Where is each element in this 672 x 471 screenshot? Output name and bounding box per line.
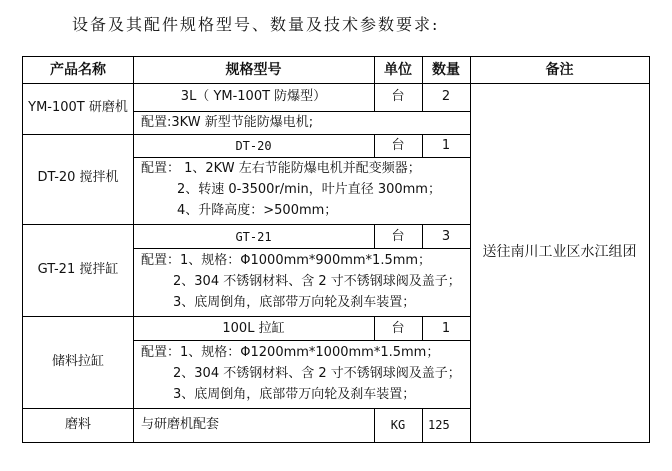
row1-product-name: YM-100T 研磨机 xyxy=(28,100,128,115)
header-qty: 数量 xyxy=(432,62,460,78)
header-divider xyxy=(23,83,649,84)
row3-product-name: GT-21 搅拌缸 xyxy=(37,262,119,277)
row4-spec-divider xyxy=(133,340,470,341)
row3-config-line: 3、底周倒角，底部带万向轮及刹车装置； xyxy=(173,295,416,310)
row4-config-line: 2、304 不锈钢材料、含 2 寸不锈钢球阀及盖子； xyxy=(173,366,461,381)
row2-product-name: DT-20 搅拌机 xyxy=(37,170,119,185)
row4-unit: 台 xyxy=(391,321,405,336)
row2-spec: DT-20 xyxy=(235,139,272,153)
row4-qty: 1 xyxy=(441,321,451,336)
row2-bottom-divider xyxy=(23,224,470,225)
row1-config-line: 配置:3KW 新型节能防爆电机; xyxy=(141,115,314,130)
row4-config-line: 配置：1、规格：Φ1200mm*1000mm*1.5mm； xyxy=(141,345,440,360)
row1-spec-divider xyxy=(133,111,470,112)
row5-spec: 与研磨机配套 xyxy=(141,417,220,432)
header-product: 产品名称 xyxy=(50,62,106,78)
row3-spec: GT-21 xyxy=(235,230,272,244)
header-note: 备注 xyxy=(545,62,574,78)
row3-config-line: 2、304 不锈钢材料、含 2 寸不锈钢球阀及盖子； xyxy=(173,274,461,289)
row5-product-name: 磨料 xyxy=(64,417,91,432)
row5-unit: KG xyxy=(390,418,406,432)
row2-config-line: 配置： 1、2KW 左右节能防爆电机并配变频器； xyxy=(141,161,421,176)
note-delivery: 送往南川工业区水江组团 xyxy=(482,244,637,260)
row1-unit: 台 xyxy=(391,89,405,104)
row3-unit: 台 xyxy=(391,229,405,244)
row4-spec: 100L 拉缸 xyxy=(222,321,285,336)
row2-config-line: 2、转速 0-3500r/min，叶片直径 300mm； xyxy=(177,182,441,197)
document-heading: 设备及其配件规格型号、数量及技术参数要求: xyxy=(72,15,440,34)
row1-qty: 2 xyxy=(441,89,451,104)
row3-qty: 3 xyxy=(441,229,451,244)
spec-table xyxy=(22,56,650,443)
header-unit: 单位 xyxy=(384,62,412,78)
row5-qty: 125 xyxy=(428,418,450,432)
row2-config-line: 4、升降高度：>500mm； xyxy=(177,203,338,218)
row1-spec: 3L（ YM-100T 防爆型） xyxy=(180,89,327,104)
header-spec: 规格型号 xyxy=(225,62,282,78)
row3-config-line: 配置：1、规格：Φ1000mm*900mm*1.5mm； xyxy=(141,253,432,268)
row3-spec-divider xyxy=(133,248,470,249)
row3-bottom-divider xyxy=(23,316,470,317)
col-divider-product xyxy=(133,57,134,442)
row4-product-name: 储料拉缸 xyxy=(51,354,104,369)
row4-config-line: 3、底周倒角，底部带万向轮及刹车装置； xyxy=(173,387,416,402)
col-divider-unit-r5 xyxy=(422,408,423,442)
row4-bottom-divider xyxy=(23,408,470,409)
row2-unit: 台 xyxy=(391,138,405,153)
row2-spec-divider xyxy=(133,157,470,158)
row2-qty: 1 xyxy=(441,138,451,153)
row1-bottom-divider xyxy=(23,134,470,135)
